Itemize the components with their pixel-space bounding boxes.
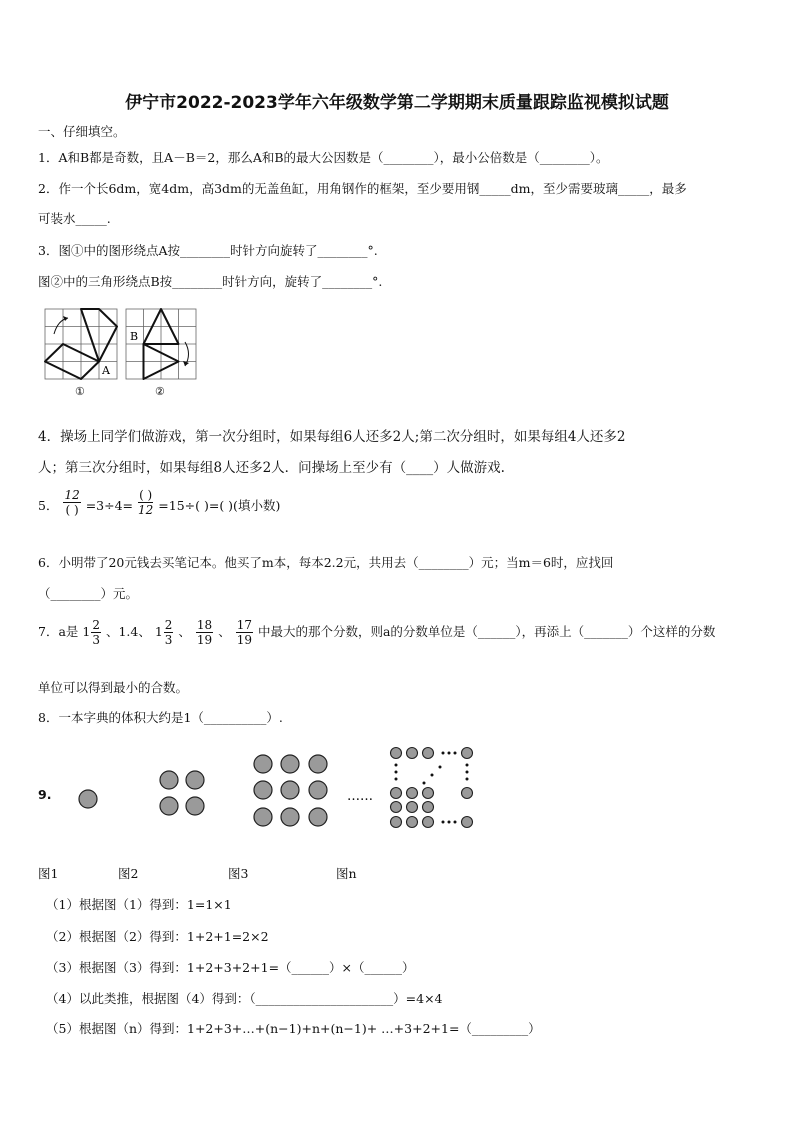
q7-f3-den: 19 [196, 633, 213, 647]
q7-m1-fraction [91, 618, 101, 647]
question-4-line-1: 4．操场上同学们做游戏，第一次分组时，如果每组6人还多2人;第二次分组时，如果每组4人还多2 [38, 429, 626, 445]
fign-dots [391, 748, 473, 828]
q7-mixed-1 [82, 618, 102, 647]
fig2-dot [160, 771, 178, 789]
q7-m2-num: 2 [164, 618, 173, 632]
question-7-line-2: 单位可以得到最小的合数。 [38, 680, 189, 695]
dot-pattern-figures [70, 745, 490, 840]
fig3-dot [281, 808, 299, 826]
question-6-line-1: 6．小明带了20元钱去买笔记本。他买了m本，每本2.2元，共用去（________）元；当m＝6时，应找回 [38, 555, 614, 570]
rotation-arrow-1 [54, 318, 68, 334]
point-a-label: A [102, 364, 110, 377]
fig3-dot [309, 808, 327, 826]
rotation-figures [40, 306, 205, 402]
q7-sep-3: 、 [218, 624, 231, 639]
q9-item-2: （2）根据图（2）得到：1+2+1=2×2 [46, 929, 269, 944]
question-8: 8．一本字典的体积大约是1（__________）. [38, 710, 283, 725]
q7-f4-den: 19 [236, 633, 252, 647]
caption-fig-1: 图1 [38, 866, 59, 881]
q5-fraction-1 [63, 488, 80, 517]
fig3-dot [309, 781, 327, 799]
q7-mixed-2 [155, 618, 175, 647]
fig3-dot [309, 755, 327, 773]
q5-f2-numerator: ( ) [139, 488, 153, 502]
question-1: 1．A和B都是奇数，且A－B＝2，那么A和B的最大公因数是（________），最小公倍数是（________）。 [38, 150, 609, 165]
question-2-line-1: 2．作一个长6dm，宽4dm，高3dm的无盖鱼缸，用角钢作的框架，至少要用钢_____dm，至少需要玻璃_____，最多 [38, 181, 687, 196]
q9-item-1: （1）根据图（1）得到：1=1×1 [46, 897, 232, 912]
q7-f3-num: 18 [196, 618, 213, 632]
q7-m2-fraction [164, 618, 174, 647]
q7-prefix: 7．a是 [38, 624, 79, 639]
q7-suffix: 中最大的那个分数，则a的分数单位是（______），再添上（_______）个这样的分数 [257, 624, 716, 639]
q9-item-3: （3）根据图（3）得到：1+2+3+2+1=（______）×（______） [46, 960, 415, 975]
ellipsis: …… [347, 789, 373, 804]
fig2-dot [186, 797, 204, 815]
q7-sep-1: 、1.4、 [105, 624, 151, 639]
question-6-line-2: （________）元。 [38, 586, 139, 601]
q7-f4-num: 17 [236, 618, 252, 632]
figure-2-caption: ② [155, 385, 165, 398]
caption-fig-3: 图3 [228, 866, 249, 881]
q5-suffix: =15÷( )=( )(填小数) [158, 498, 281, 513]
q5-middle: =3÷4= [85, 498, 134, 513]
fig2-dot [186, 771, 204, 789]
q7-fraction-3 [196, 618, 213, 647]
question-2-line-2: 可装水_____. [38, 211, 111, 226]
fig3-dot [281, 755, 299, 773]
q5-f1-numerator: 12 [64, 488, 80, 502]
fig3-dot [254, 808, 272, 826]
arrow-head-1 [63, 316, 68, 321]
q9-item-4: （4）以此类推，根据图（4）得到：（______________________）=4×4 [46, 991, 443, 1006]
q7-m1-whole: 1 [82, 624, 91, 639]
page-title: 伊宁市2022-2023学年六年级数学第二学期期末质量跟踪监视模拟试题 [125, 93, 669, 113]
q7-m2-whole: 1 [154, 624, 163, 639]
q9-item-5: （5）根据图（n）得到：1+2+3+…+(n−1)+n+(n−1)+ …+3+2+1=（_________） [46, 1021, 541, 1036]
figure-1-caption: ① [75, 385, 85, 398]
q7-fraction-4 [236, 618, 253, 647]
q5-f1-denominator: ( ) [65, 503, 79, 517]
q5-f2-denominator: 12 [138, 503, 154, 517]
point-b-label: B [130, 330, 139, 343]
q7-m1-num: 2 [92, 618, 100, 632]
q5-fraction-2 [138, 488, 153, 517]
q7-m1-den: 3 [92, 633, 100, 647]
caption-fig-2: 图2 [118, 866, 139, 881]
q5-prefix: 5． [38, 498, 59, 513]
section-heading: 一、仔细填空。 [38, 124, 126, 139]
question-5 [38, 488, 281, 521]
question-3-line-1: 3．图①中的图形绕点A按________时针方向旋转了________°. [38, 243, 378, 258]
question-9-label: 9. [38, 787, 52, 802]
question-4-line-2: 人；第三次分组时，如果每组8人还多2人．问操场上至少有（____）人做游戏. [38, 460, 505, 476]
fig3-dot [254, 755, 272, 773]
question-3-line-2: 图②中的三角形绕点B按________时针方向，旋转了________°. [38, 274, 383, 289]
fign-ellipsis-dots [395, 752, 469, 824]
fig3-dot [254, 781, 272, 799]
caption-fig-n: 图n [336, 866, 357, 881]
q7-sep-2: 、 [178, 624, 191, 639]
fig2-dot [160, 797, 178, 815]
fig1-dot [79, 790, 97, 808]
q7-m2-den: 3 [164, 633, 173, 647]
question-7 [38, 618, 715, 647]
fig3-dot [281, 781, 299, 799]
